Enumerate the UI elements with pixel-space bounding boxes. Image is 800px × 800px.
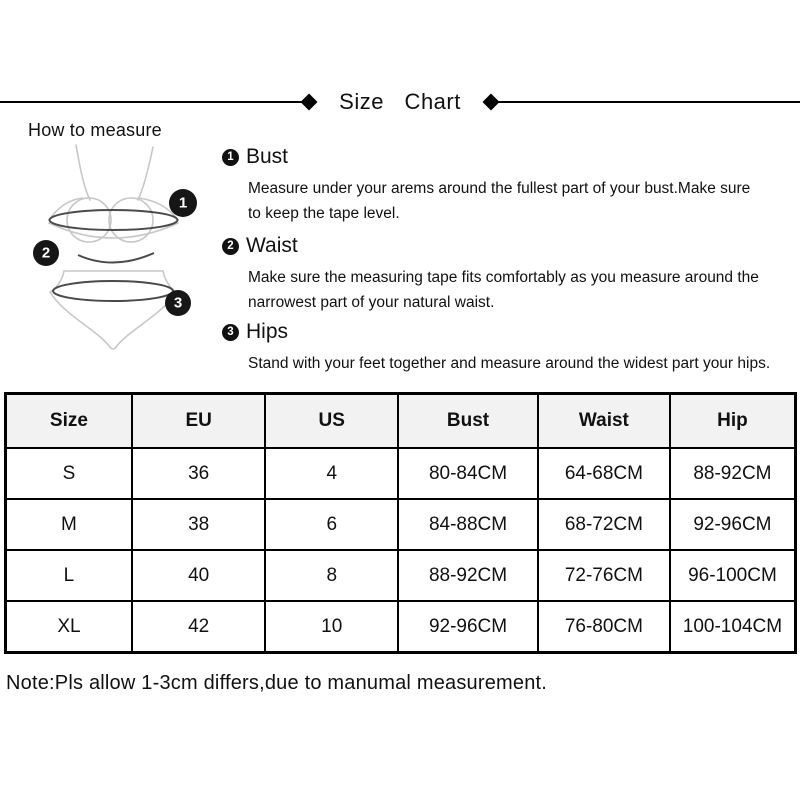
- table-cell: 100-104CM: [670, 601, 796, 653]
- table-cell: XL: [6, 601, 132, 653]
- table-cell: 88-92CM: [398, 550, 538, 601]
- diamond-icon-left: [301, 94, 318, 111]
- hips-text-line-1: Stand with your feet together and measure around the widest part your hips.: [248, 355, 771, 372]
- table-row-xl: [6, 601, 796, 653]
- column-header-size: Size: [6, 394, 132, 449]
- table-cell: 88-92CM: [670, 448, 796, 499]
- bust-tape-line: [50, 210, 178, 230]
- instruction-waist-heading-row: [222, 234, 797, 258]
- table-cell: 40: [132, 550, 266, 601]
- bikini-bottom-drawing: [50, 271, 176, 349]
- instruction-waist: [222, 234, 797, 315]
- hips-heading: Hips: [246, 320, 289, 343]
- table-row-m: [6, 499, 796, 550]
- waist-text-line-1: Make sure the measuring tape fits comfortably as you measure around the: [248, 269, 759, 286]
- table-row-s: [6, 448, 796, 499]
- table-cell: M: [6, 499, 132, 550]
- table-cell: 92-96CM: [398, 601, 538, 653]
- diagram-badge-waist: [33, 240, 59, 266]
- table-header-row: [6, 394, 796, 449]
- column-header-hip: Hip: [670, 394, 796, 449]
- table-cell: 6: [265, 499, 398, 550]
- measurement-diagram: [12, 143, 222, 358]
- table-cell: 38: [132, 499, 266, 550]
- bust-text-line-2: to keep the tape level.: [248, 205, 400, 222]
- table-cell: 84-88CM: [398, 499, 538, 550]
- table-cell: 4: [265, 448, 398, 499]
- waist-heading: Waist: [246, 234, 298, 257]
- table-cell: 72-76CM: [538, 550, 670, 601]
- table-cell: S: [6, 448, 132, 499]
- page-title: Size Chart: [339, 89, 461, 114]
- instruction-hips: [222, 320, 797, 376]
- divider-line-right: [497, 101, 800, 103]
- table-cell: 8: [265, 550, 398, 601]
- waist-number-badge: 2: [222, 238, 239, 255]
- hip-tape-line: [53, 281, 173, 301]
- column-header-us: US: [265, 394, 398, 449]
- column-header-eu: EU: [132, 394, 266, 449]
- column-header-waist: Waist: [538, 394, 670, 449]
- table-cell: 80-84CM: [398, 448, 538, 499]
- table-cell: 96-100CM: [670, 550, 796, 601]
- note-text: Note:Pls allow 1-3cm differs,due to manumal measurement.: [6, 672, 548, 694]
- diagram-badge-hips: [165, 290, 191, 316]
- bust-heading: Bust: [246, 145, 289, 168]
- table-cell: 42: [132, 601, 266, 653]
- instruction-bust-heading-row: [222, 145, 797, 169]
- instruction-hips-heading-row: [222, 320, 797, 344]
- svg-text:1: 1: [178, 194, 188, 212]
- table-row-l: [6, 550, 796, 601]
- hips-number-badge: 3: [222, 324, 239, 341]
- how-to-measure-label: How to measure: [28, 120, 162, 140]
- diagram-badge-bust: [169, 189, 197, 217]
- svg-text:2: 2: [41, 244, 51, 262]
- waist-text-line-2: narrowest part of your natural waist.: [248, 294, 495, 311]
- title-divider: [0, 91, 800, 113]
- table-cell: L: [6, 550, 132, 601]
- table-cell: 68-72CM: [538, 499, 670, 550]
- column-header-bust: Bust: [398, 394, 538, 449]
- bust-number-badge: 1: [222, 149, 239, 166]
- divider-line-left: [0, 101, 303, 103]
- table-cell: 64-68CM: [538, 448, 670, 499]
- table-cell: 36: [132, 448, 266, 499]
- table-cell: 92-96CM: [670, 499, 796, 550]
- svg-text:3: 3: [173, 294, 183, 312]
- diamond-icon-right: [482, 94, 499, 111]
- size-table: [4, 392, 797, 654]
- instruction-bust: [222, 145, 797, 226]
- table-cell: 10: [265, 601, 398, 653]
- bust-text-line-1: Measure under your arems around the fullest part of your bust.Make sure: [248, 180, 751, 197]
- table-cell: 76-80CM: [538, 601, 670, 653]
- waist-tape-line: [78, 253, 154, 263]
